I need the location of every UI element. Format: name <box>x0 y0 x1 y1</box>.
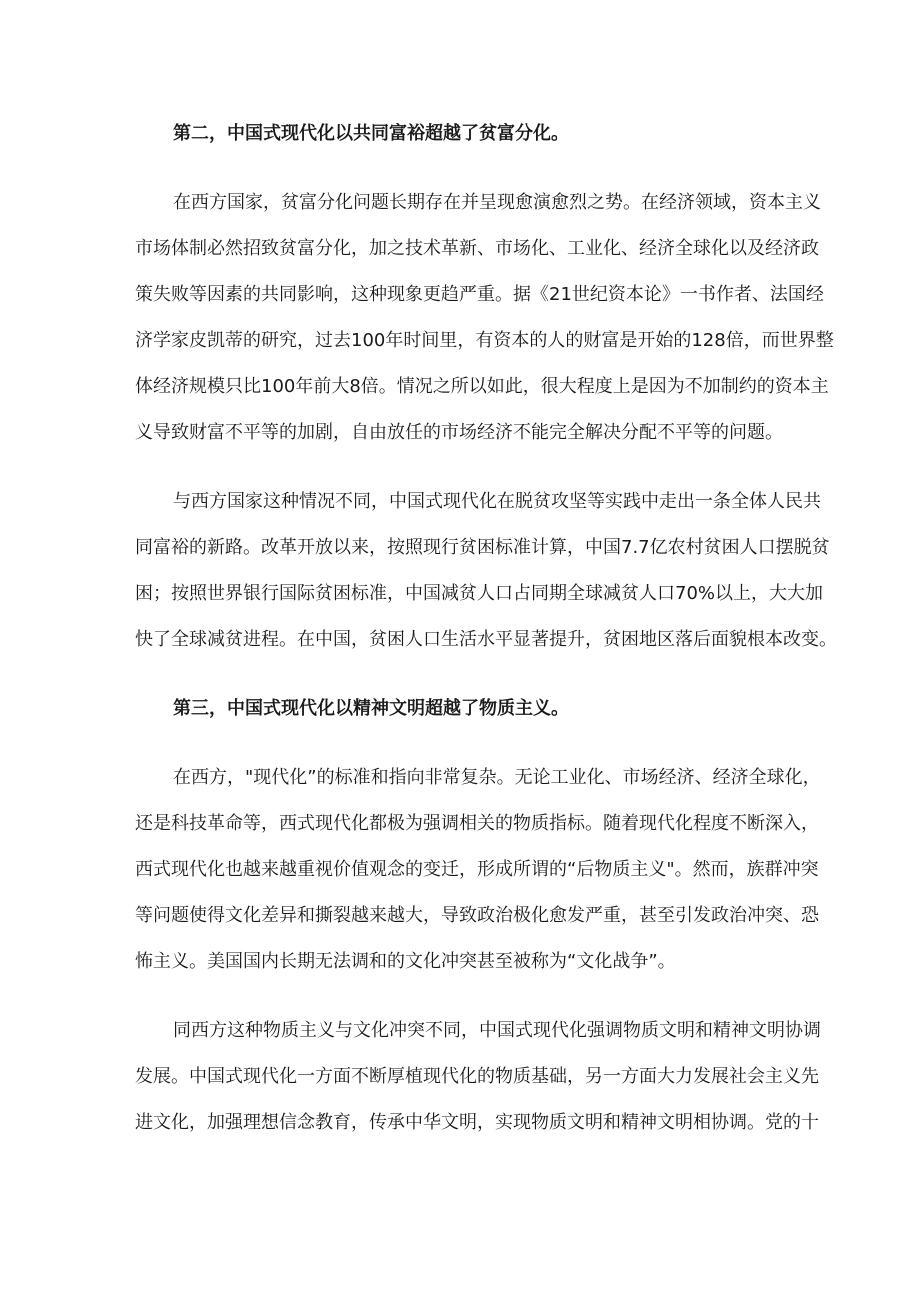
text-line: 与西方国家这种情况不同，中国式现代化在脱贫攻坚等实践中走出一条全体人民共 <box>173 491 821 512</box>
text-line: 体经济规模只比100年前大8倍。情况之所以如此，很大程度上是因为不加制约的资本主 <box>135 376 829 397</box>
section-heading-spiritual-civilization: 第三，中国式现代化以精神文明超越了物质主义。 <box>173 698 569 719</box>
text-line: 西式现代化也越来越重视价值观念的变迁，形成所谓的“后物质主义"。然而，族群冲突 <box>135 859 819 880</box>
text-line: 进文化，加强理想信念教育，传承中华文明，实现物质文明和精神文明相协调。党的十 <box>135 1112 819 1133</box>
text-line: 发展。中国式现代化一方面不断厚植现代化的物质基础，另一方面大力发展社会主义先 <box>135 1066 819 1087</box>
text-line: 市场体制必然招致贫富分化，加之技术革新、市场化、工业化、经济全球化以及经济政 <box>135 238 819 259</box>
text-line: 策失败等因素的共同影响，这种现象更趋严重。据《21世纪资本论》一书作者、法国经 <box>135 284 824 305</box>
text-line: 济学家皮凯蒂的研究，过去100年时间里，有资本的人的财富是开始的128倍，而世界整 <box>135 330 834 351</box>
text-line: 等问题使得文化差异和撕裂越来越大，导致政治极化愈发严重，甚至引发政治冲突、恐 <box>135 905 819 926</box>
text-line: 在西方，"现代化”的标准和指向非常复杂。无论工业化、市场经济、经济全球化， <box>173 767 821 788</box>
text-line: 在西方国家，贫富分化问题长期存在并呈现愈演愈烈之势。在经济领域，资本主义 <box>173 192 821 213</box>
text-line: 同西方这种物质主义与文化冲突不同，中国式现代化强调物质文明和精神文明协调 <box>173 1020 821 1041</box>
text-line: 困；按照世界银行国际贫困标准，中国减贫人口占同期全球减贫人口70%以上，大大加 <box>135 583 824 604</box>
section-heading-common-prosperity: 第二，中国式现代化以共同富裕超越了贫富分化。 <box>173 123 569 144</box>
text-line: 义导致财富不平等的加剧，自由放任的市场经济不能完全解决分配不平等的问题。 <box>135 422 783 443</box>
text-line: 同富裕的新路。改革开放以来，按照现行贫困标准计算，中国7.7亿农村贫困人口摆脱贫 <box>135 537 830 558</box>
text-line: 快了全球减贫进程。在中国，贫困人口生活水平显著提升，贫困地区落后面貌根本改变。 <box>135 629 837 650</box>
text-line: 怖主义。美国国内长期无法调和的文化冲突甚至被称为“文化战争”。 <box>135 951 676 972</box>
text-line: 还是科技革命等，西式现代化都极为强调相关的物质指标。随着现代化程度不断深入， <box>135 813 819 834</box>
